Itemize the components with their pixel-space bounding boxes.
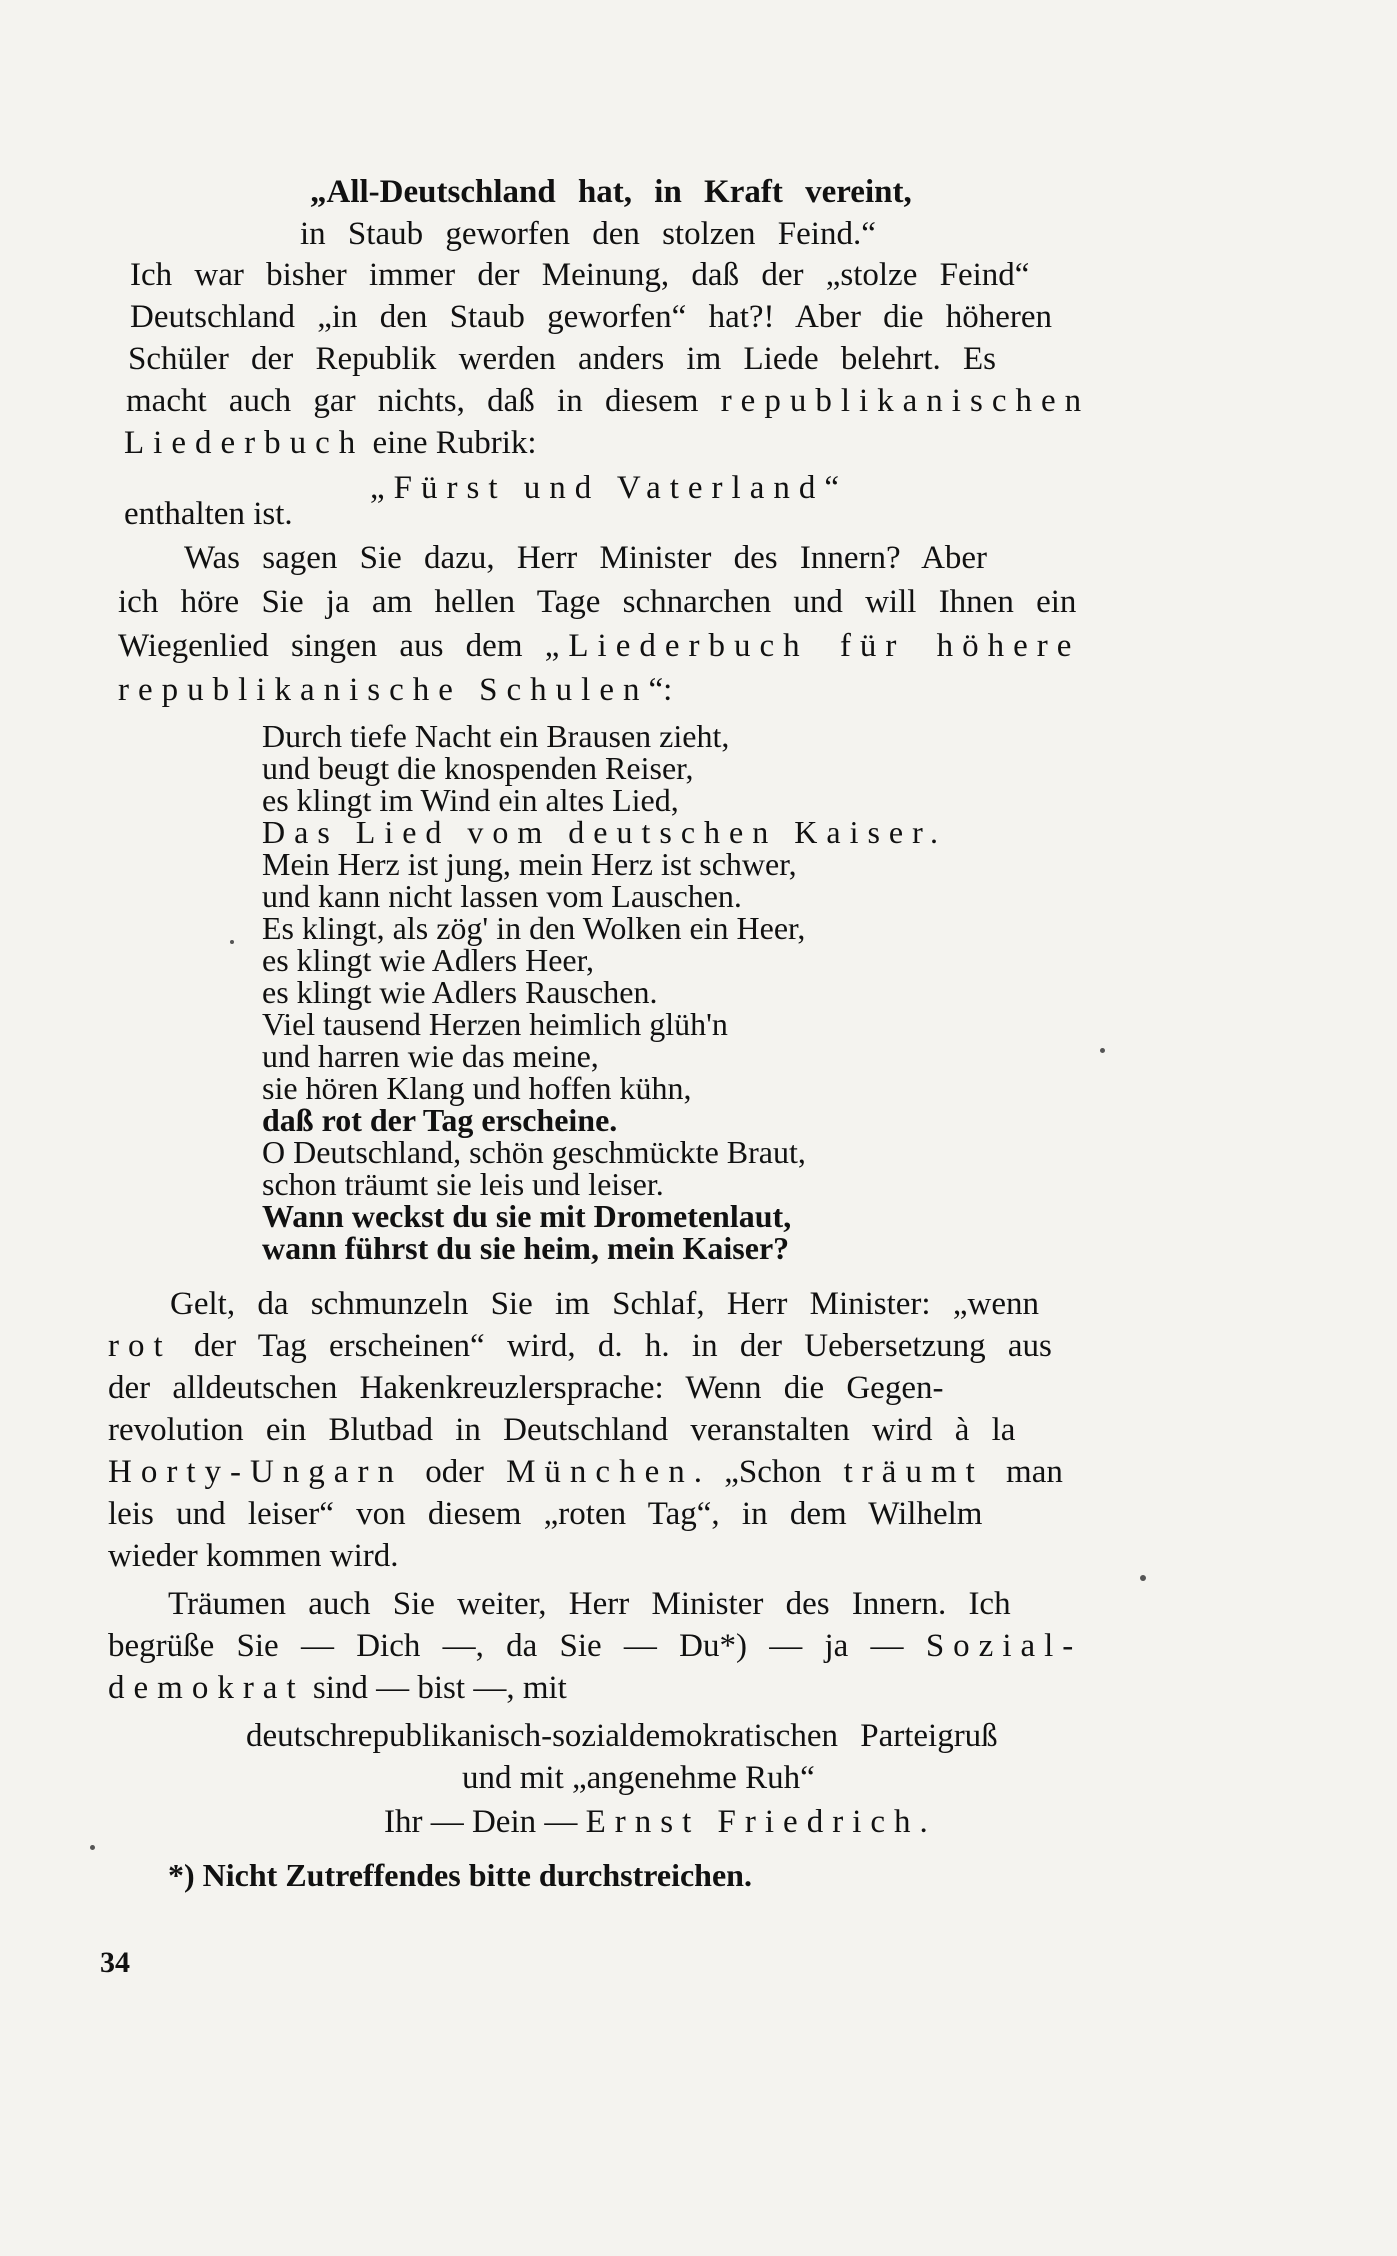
text-line bbox=[124, 494, 293, 534]
line-text: revolution ein Blutbad in Deutschland veranstalten wird à la bbox=[108, 1412, 1016, 1448]
text-line bbox=[108, 1668, 567, 1708]
line-text: es klingt im Wind ein altes Lied, bbox=[262, 782, 679, 818]
text-line bbox=[108, 1368, 943, 1408]
line-text: sind — bist —, mit bbox=[304, 1670, 567, 1706]
line-text: wieder kommen wird. bbox=[108, 1538, 399, 1574]
line-text: oder bbox=[402, 1454, 507, 1490]
line-text: es klingt wie Adlers Heer, bbox=[262, 942, 594, 978]
line-text: Es klingt, als zög' in den Wolken ein Heer, bbox=[262, 910, 806, 946]
line-text: Was sagen Sie dazu, Herr Minister des Innern? Aber bbox=[184, 540, 988, 576]
text-line bbox=[118, 582, 1076, 622]
spaced-text: träumt bbox=[843, 1454, 984, 1490]
text-line bbox=[130, 297, 1052, 337]
text-line bbox=[384, 1802, 937, 1842]
bold-text: daß rot der Tag erscheine. bbox=[262, 1102, 618, 1138]
line-text: Deutschland „in den Staub geworfen“ hat?! Aber die höheren bbox=[130, 299, 1053, 335]
text-line bbox=[168, 1584, 1011, 1624]
line-text: “: bbox=[648, 672, 673, 708]
text-line bbox=[108, 1494, 982, 1534]
line-text: man bbox=[983, 1454, 1063, 1490]
spaced-text: rot bbox=[108, 1328, 172, 1364]
scan-speck bbox=[1140, 1575, 1146, 1581]
bold-text: „All-Deutschland hat, in Kraft vereint, bbox=[310, 174, 912, 210]
scan-speck bbox=[1100, 1048, 1105, 1053]
line-text: Ihr — Dein — bbox=[384, 1804, 586, 1840]
text-line bbox=[130, 255, 1029, 295]
spaced-text: „Fürst und Vaterland“ bbox=[370, 470, 848, 506]
spaced-text: München bbox=[506, 1454, 694, 1490]
line-text: und mit „angenehme Ruh“ bbox=[462, 1760, 815, 1796]
line-text: und kann nicht lassen vom Lauschen. bbox=[262, 878, 742, 914]
spaced-text: demokrat bbox=[108, 1670, 305, 1706]
line-text: und harren wie das meine, bbox=[262, 1038, 599, 1074]
line-text: . „Schon bbox=[693, 1454, 844, 1490]
line-text: Mein Herz ist jung, mein Herz ist schwer, bbox=[262, 846, 797, 882]
bold-text: Wann weckst du sie mit Drometenlaut, bbox=[262, 1198, 792, 1234]
text-line bbox=[170, 1284, 1039, 1324]
line-text: sie hören Klang und hoffen kühn, bbox=[262, 1070, 692, 1106]
spaced-text: republikanische Schulen bbox=[118, 672, 649, 708]
line-text: begrüße Sie — Dich —, da Sie — Du*) — ja — bbox=[108, 1628, 926, 1664]
bold-text: wann führst du sie heim, mein Kaiser? bbox=[262, 1230, 790, 1266]
line-text: Wiegenlied singen aus dem bbox=[118, 628, 545, 664]
line-text: Ich war bisher immer der Meinung, daß der „stolze Feind“ bbox=[130, 257, 1030, 293]
text-line bbox=[108, 1626, 1082, 1666]
line-text: in Staub geworfen den stolzen Feind.“ bbox=[300, 216, 876, 252]
text-line bbox=[108, 1536, 399, 1576]
line-text: eine Rubrik: bbox=[364, 425, 537, 461]
line-text: schon träumt sie leis und leiser. bbox=[262, 1166, 664, 1202]
spaced-text: Sozial- bbox=[925, 1628, 1083, 1664]
spaced-text: Das Lied vom deutschen Kaiser. bbox=[262, 814, 947, 850]
text-line bbox=[184, 538, 987, 578]
footnote: *) Nicht Zutreffendes bitte durchstreichen. bbox=[168, 1857, 752, 1893]
text-line bbox=[118, 626, 1080, 666]
spaced-text: Horty-Ungarn bbox=[108, 1454, 403, 1490]
text-line bbox=[118, 670, 672, 710]
text-line bbox=[126, 381, 1090, 421]
spaced-text: Liederbuch bbox=[124, 425, 365, 461]
line-text: Träumen auch Sie weiter, Herr Minister des Innern. Ich bbox=[168, 1586, 1011, 1622]
line-text: es klingt wie Adlers Rauschen. bbox=[262, 974, 658, 1010]
line-text: ich höre Sie ja am hellen Tage schnarchen und will Ihnen ein bbox=[118, 584, 1077, 620]
text-line bbox=[370, 468, 848, 508]
text-line bbox=[300, 214, 876, 254]
text-line bbox=[108, 1326, 1052, 1366]
text-line bbox=[462, 1758, 815, 1798]
line-text: O Deutschland, schön geschmückte Braut, bbox=[262, 1134, 806, 1170]
line-text: der alldeutschen Hakenkreuzlersprache: Wenn die Gegen- bbox=[108, 1370, 944, 1406]
text-line bbox=[246, 1716, 998, 1756]
line-text: deutschrepublikanisch-sozialdemokratischen Parteigruß bbox=[246, 1718, 998, 1754]
line-text: macht auch gar nichts, daß in diesem bbox=[126, 383, 721, 419]
text-line bbox=[128, 339, 996, 379]
scan-speck bbox=[230, 940, 234, 944]
line-text: enthalten ist. bbox=[124, 496, 293, 532]
line-text: Viel tausend Herzen heimlich glüh'n bbox=[262, 1006, 728, 1042]
line-text: Schüler der Republik werden anders im Liede belehrt. Es bbox=[128, 341, 997, 377]
text-line bbox=[262, 1228, 789, 1268]
spaced-text: republikanischen bbox=[720, 383, 1091, 419]
line-text: und beugt die knospenden Reiser, bbox=[262, 750, 694, 786]
scan-speck bbox=[90, 1845, 95, 1850]
text-line bbox=[108, 1452, 1063, 1492]
text-line bbox=[108, 1410, 1015, 1450]
line-text: der Tag erscheinen“ wird, d. h. in der Uebersetzung aus bbox=[171, 1328, 1052, 1364]
spaced-text: Ernst Friedrich. bbox=[585, 1804, 937, 1840]
line-text: leis und leiser“ von diesem „roten Tag“, in dem Wilhelm bbox=[108, 1496, 983, 1532]
line-text: Gelt, da schmunzeln Sie im Schlaf, Herr Minister: „wenn bbox=[170, 1286, 1039, 1322]
text-line bbox=[124, 423, 537, 463]
spaced-text: „Liederbuch für höhere bbox=[544, 628, 1081, 664]
page-number: 34 bbox=[100, 1946, 130, 1979]
text-line bbox=[310, 172, 912, 212]
line-text: Durch tiefe Nacht ein Brausen zieht, bbox=[262, 718, 730, 754]
